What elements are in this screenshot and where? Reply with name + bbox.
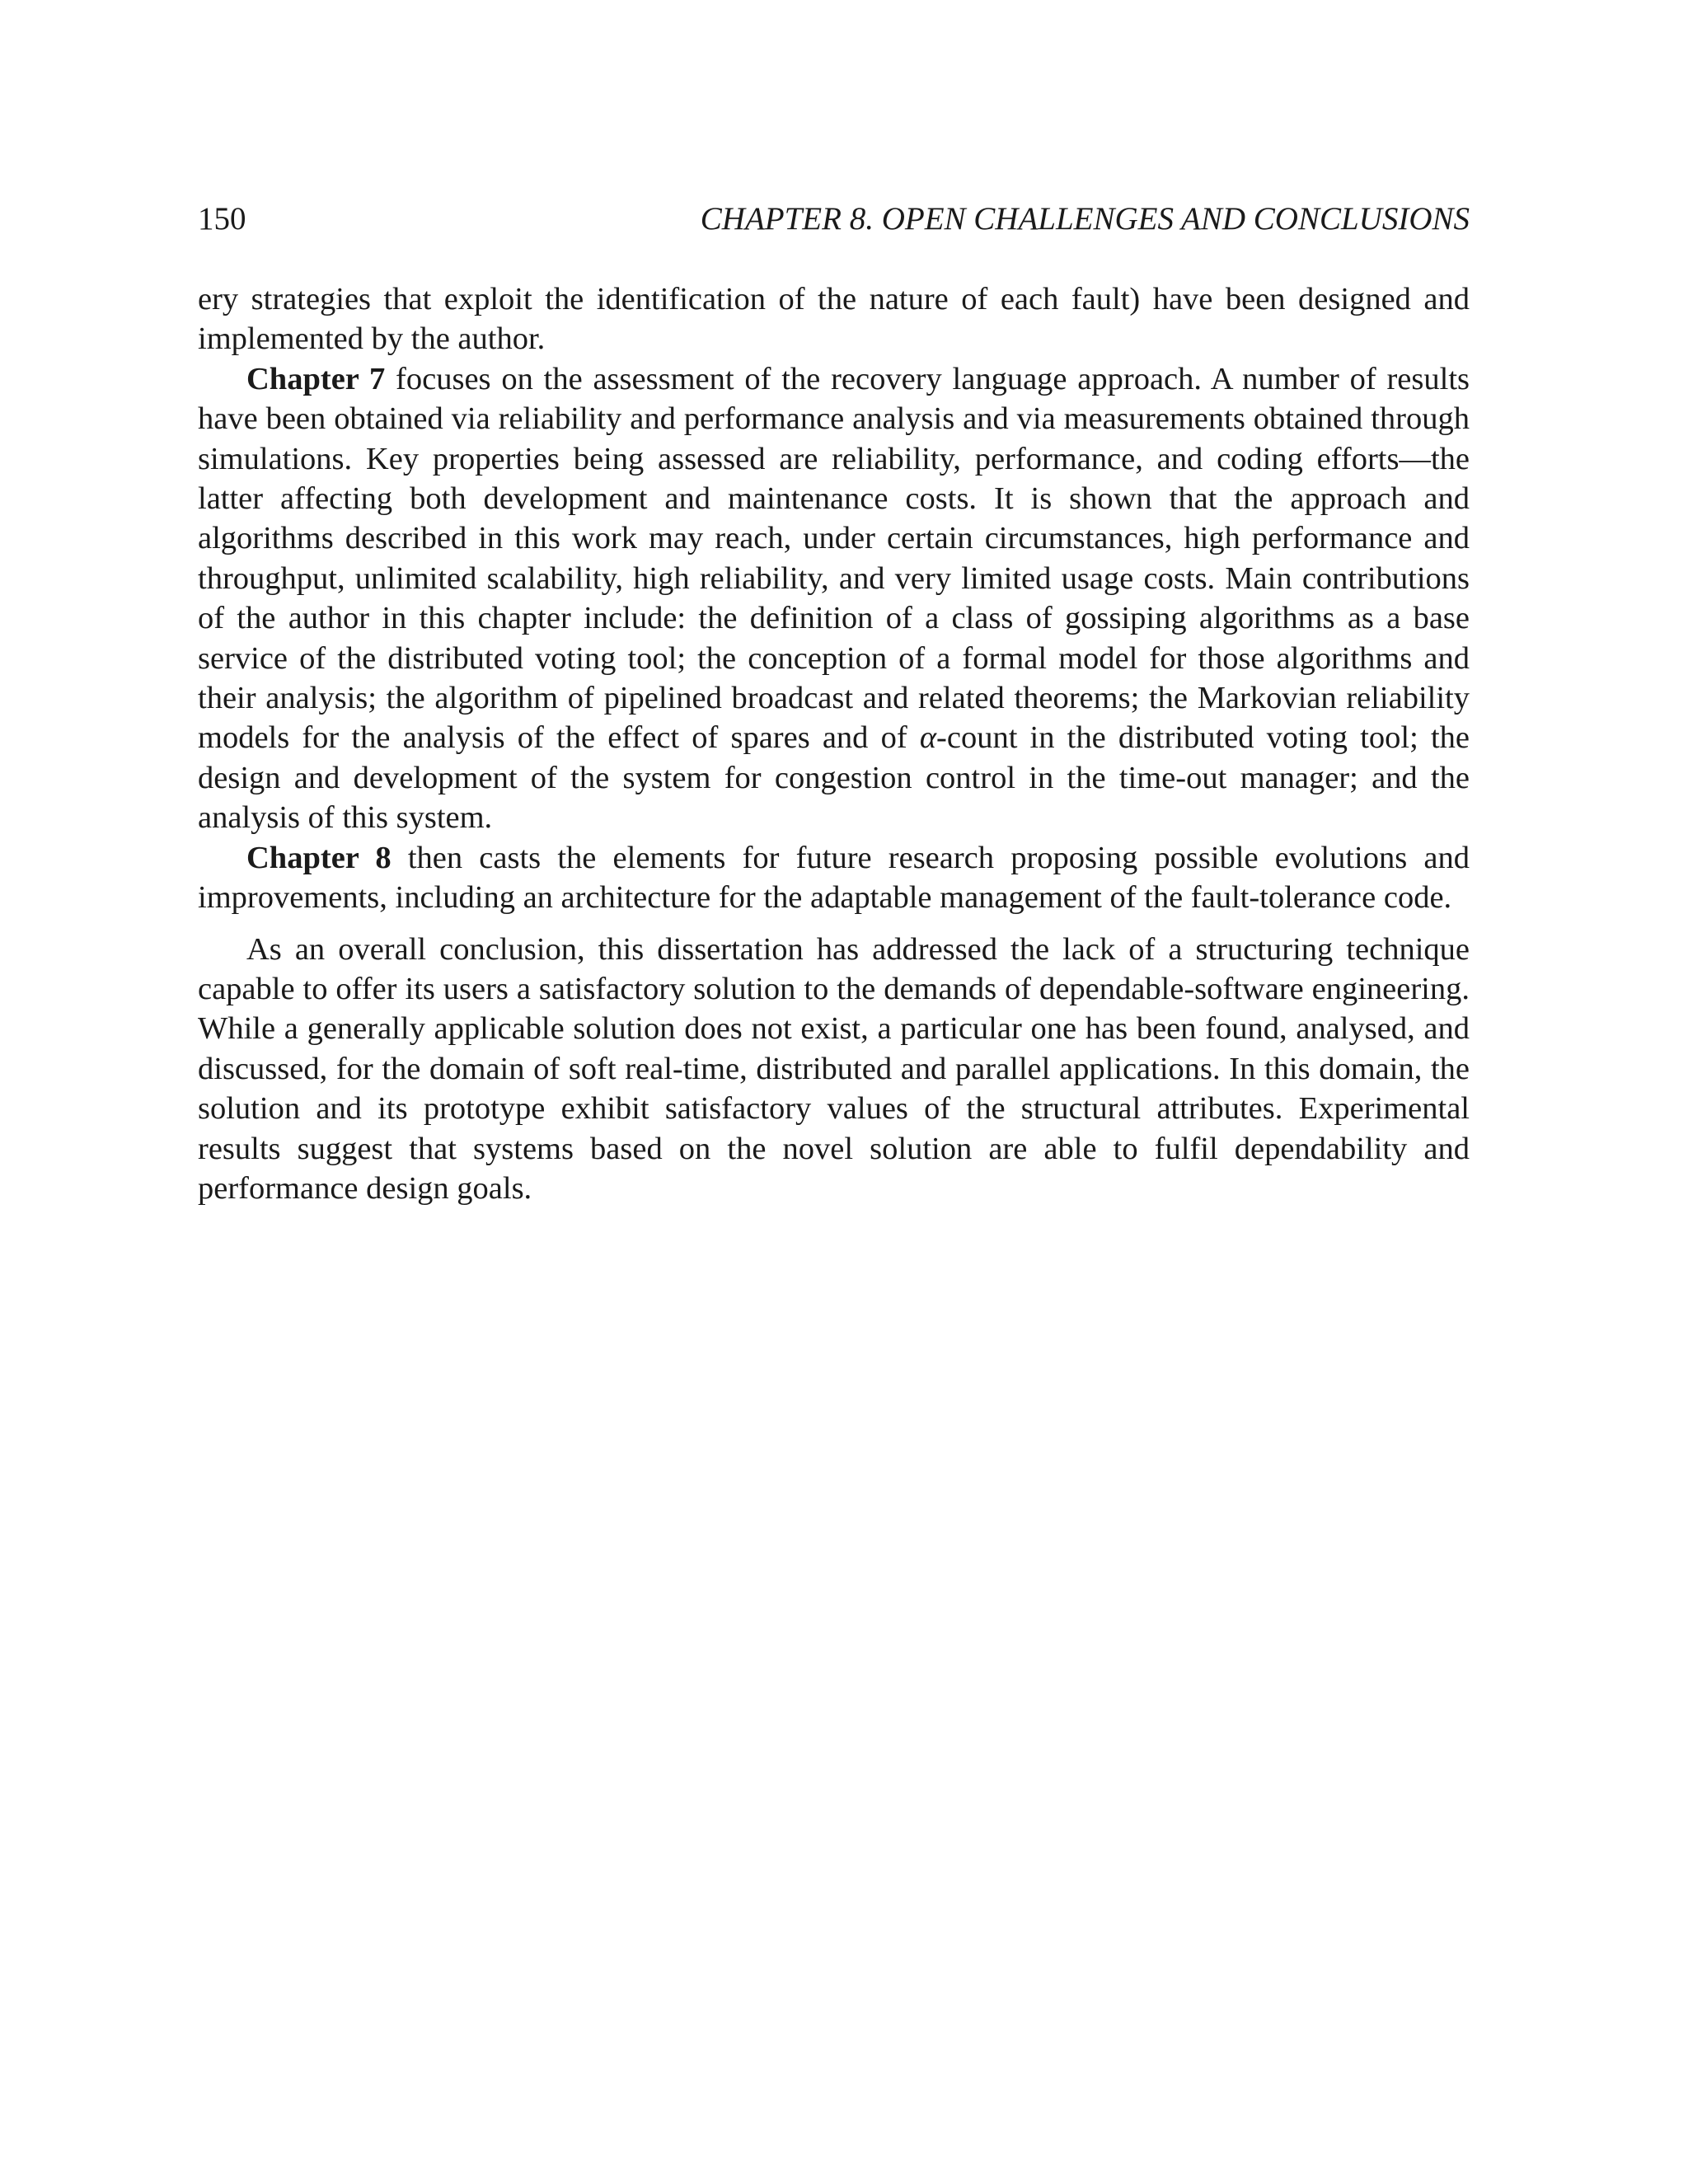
paragraph-text: then casts the elements for future research proposing possible evolutions and improvements, including an architecture for the adaptable management of the fault-tolerance code.: [198, 840, 1470, 916]
paragraph-text: focuses on the assessment of the recovery language approach. A number of results have been obtained via reliability and performance analysis and via measurements obtained through simulations. Key properties being assessed are reliability, performance, and coding efforts—the latter affecting both development and maintenance costs. It is shown that the approach and algorithms described in this work may reach, under certain circumstances, high performance and throughput, unlimited scalability, high reliability, and very limited usage costs. Main contributions of the author in this chapter include: the definition of a class of gossiping algorithms as a base service of the distributed voting tool; the conception of a formal model for those algorithms and their analysis; the algorithm of pipelined broadcast and related theorems; the Markovian reliability models for the analysis of the effect of spares and of: [198, 361, 1470, 756]
chapter-8-lead: Chapter 8: [246, 840, 392, 875]
page-number: 150: [198, 201, 246, 237]
paragraph-chapter-7: [198, 359, 1470, 838]
paragraph-text: As an overall conclusion, this dissertation has addressed the lack of a structuring technique capable to offer its users a satisfactory solution to the demands of dependable-software engineering. While a generally applicable solution does not exist, a particular one has been found, analysed, and discussed, for the domain of soft real-time, distributed and parallel applications. In this domain, the solution and its prototype exhibit satisfactory values of the structural attributes. Experimental results suggest that systems based on the novel solution are able to fulfil dependability and performance design goals.: [198, 931, 1470, 1206]
page-header: [198, 196, 1470, 242]
paragraph-chapter-8: [198, 838, 1470, 918]
paragraph-text: ery strategies that exploit the identification of the nature of each fault) have been designed and implemented by the author.: [198, 282, 1470, 357]
paragraph-conclusion: [198, 930, 1470, 1209]
chapter-7-lead: Chapter 7: [246, 361, 386, 396]
alpha-symbol: α: [919, 720, 937, 756]
page: [198, 196, 1470, 1208]
paragraph-text: -count in the distributed voting tool; the design and development of the system for congestion control in the time-out manager; and the analysis of this system.: [198, 720, 1470, 836]
running-title: CHAPTER 8. OPEN CHALLENGES AND CONCLUSIONS: [700, 201, 1470, 237]
paragraph-continuation: [198, 279, 1470, 359]
body-text: [198, 279, 1470, 1208]
